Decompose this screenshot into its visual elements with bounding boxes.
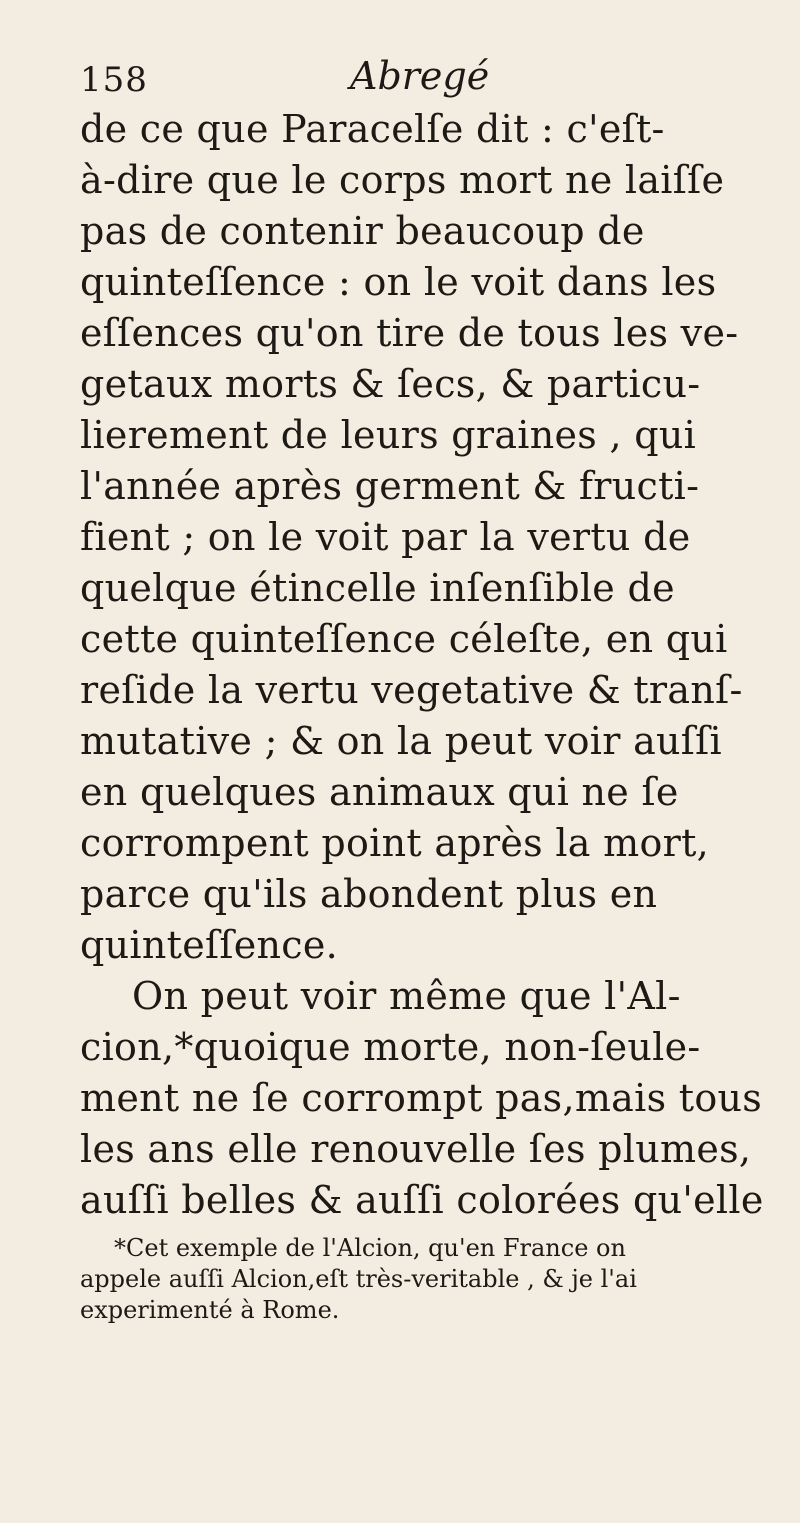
text-line: auſſi belles & auſſi colorées qu'elle xyxy=(80,1178,764,1222)
text-line: en quelques animaux qui ne ſe xyxy=(80,770,679,814)
text-line: ment ne ſe corrompt pas,mais tous xyxy=(80,1076,763,1120)
text-line: lierement de leurs graines , qui xyxy=(80,413,697,457)
text-line: cion,*quoique morte, non-ſeule- xyxy=(80,1025,701,1069)
text-line: reſide la vertu vegetative & tranſ- xyxy=(80,668,743,712)
text-line: de ce que Paracelſe dit : c'eſt- xyxy=(80,107,665,151)
footnote-line: experimenté à Rome. xyxy=(80,1296,340,1324)
footnote xyxy=(80,1233,730,1326)
text-line: parce qu'ils abondent plus en xyxy=(80,872,658,916)
text-line: les ans elle renouvelle ſes plumes, xyxy=(80,1127,752,1171)
paragraph-start-line: On peut voir même que l'Al- xyxy=(132,974,681,1018)
footnote-line: appele auſſi Alcion,eſt très-veritable , & je l'ai xyxy=(80,1265,637,1293)
text-line: getaux morts & ſecs, & particu- xyxy=(80,362,701,406)
footnote-line: *Cet exemple de l'Alcion, qu'en France on xyxy=(114,1234,626,1262)
running-head xyxy=(80,48,780,104)
text-line: quelque étincelle inſenſible de xyxy=(80,566,675,610)
text-line: mutative ; & on la peut voir auſſi xyxy=(80,719,722,763)
text-line: corrompent point après la mort, xyxy=(80,821,710,865)
text-line: quinteſſence : on le voit dans les xyxy=(80,260,717,304)
page-number: 158 xyxy=(80,60,148,100)
body-text xyxy=(80,104,764,1226)
text-line: quinteſſence. xyxy=(80,923,339,967)
text-line: cette quinteſſence céleſte, en qui xyxy=(80,617,728,661)
text-line: pas de contenir beaucoup de xyxy=(80,209,645,253)
text-line: l'année après germent & fructi- xyxy=(80,464,700,508)
text-line: eſſences qu'on tire de tous les ve- xyxy=(80,311,739,355)
running-title: Abregé xyxy=(350,54,490,98)
text-line: à-dire que le corps mort ne laiſſe xyxy=(80,158,725,202)
text-line: fient ; on le voit par la vertu de xyxy=(80,515,691,559)
